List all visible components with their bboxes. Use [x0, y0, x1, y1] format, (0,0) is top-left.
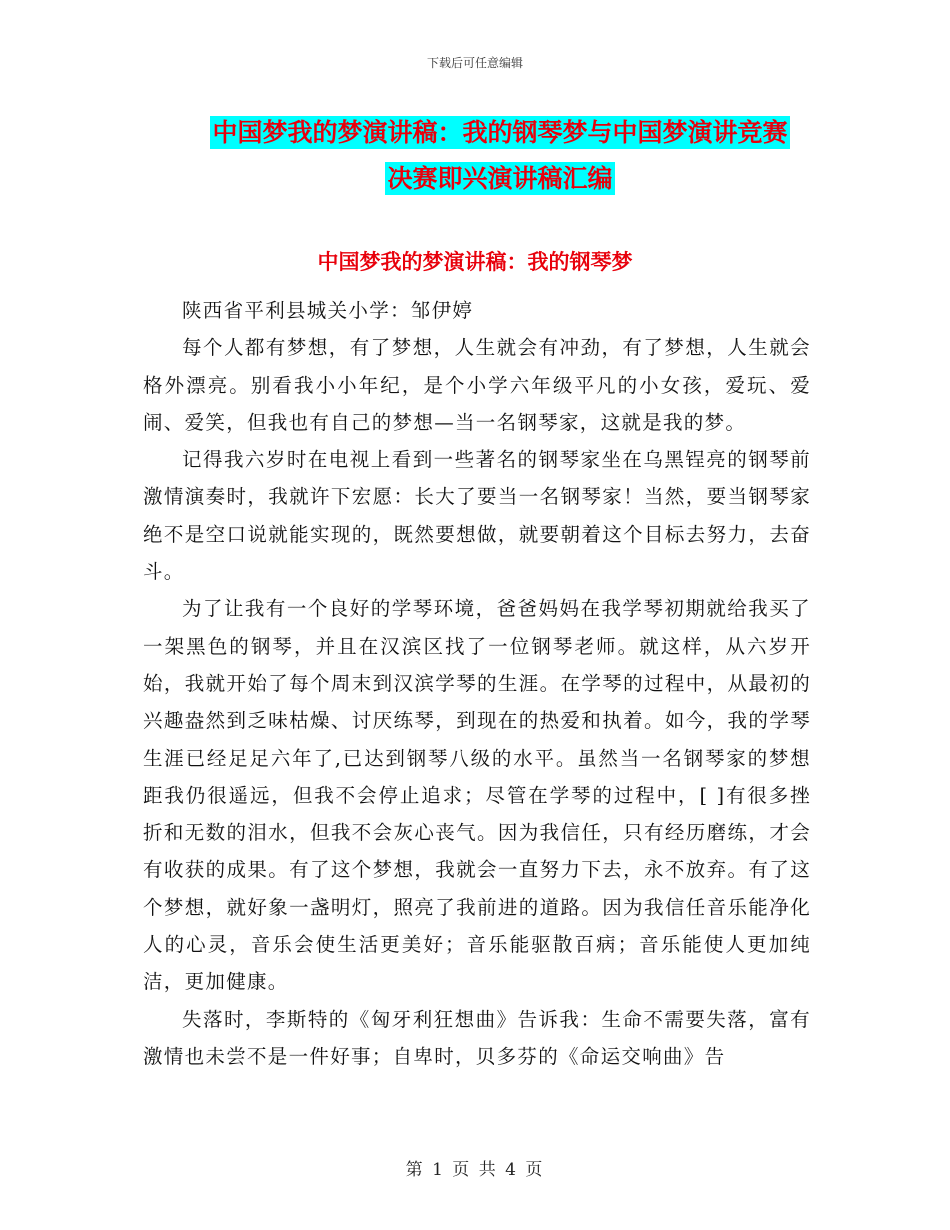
- body-text: [143, 292, 811, 1075]
- paragraph: 为了让我有一个良好的学琴环境，爸爸妈妈在我学琴初期就给我买了一架黑色的钢琴，并且在汉滨区找了一位钢琴老师。就这样，从六岁开始，我就开始了每个周末到汉滨学琴的生涯。在学琴的过程中，从最初的兴趣盎然到乏味枯燥、讨厌练琴，到现在的热爱和执着。如今，我的学琴生涯已经足足六年了,已达到钢琴八级的水平。虽然当一名钢琴家的梦想距我仍很遥远，但我不会停止追求；尽管在学琴的过程中，[ ]有很多挫折和无数的泪水，但我不会灰心丧气。因为我信任，只有经历磨练，才会有收获的成果。有了这个梦想，我就会一直努力下去，永不放弃。有了这个梦想，就好象一盏明灯，照亮了我前进的道路。因为我信任音乐能净化人的心灵，音乐会使生活更美好；音乐能驱散百病；音乐能使人更加纯洁，更加健康。: [143, 597, 811, 994]
- page-footer: 第 1 页 共 4 页: [405, 1160, 545, 1180]
- paragraph-author: 陕西省平利县城关小学：邹伊婷: [182, 299, 474, 322]
- main-title: [140, 110, 860, 202]
- header-note: 下载后可任意编辑: [426, 56, 523, 70]
- paragraph: 记得我六岁时在电视上看到一些著名的钢琴家坐在乌黑锃亮的钢琴前激情演奏时，我就许下宏愿：长大了要当一名钢琴家！当然，要当钢琴家绝不是空口说就能实现的，既然要想做，就要朝着这个目标去努力，去奋斗。: [143, 448, 811, 584]
- main-title-line1: 中国梦我的梦演讲稿：我的钢琴梦与中国梦演讲竞赛: [212, 118, 788, 147]
- main-title-line2: 决赛即兴演讲稿汇编: [387, 164, 613, 193]
- paragraph: 每个人都有梦想，有了梦想，人生就会有冲劲，有了梦想，人生就会格外漂亮。别看我小小年纪，是个小学六年级平凡的小女孩，爱玩、爱闹、爱笑，但我也有自己的梦想—当一名钢琴家，这就是我的梦。: [143, 336, 811, 434]
- sub-title: 中国梦我的梦演讲稿：我的钢琴梦: [317, 249, 633, 274]
- paragraph: 失落时，李斯特的《匈牙利狂想曲》告诉我：生命不需要失落，富有激情也未尝不是一件好事；自卑时，贝多芬的《命运交响曲》告: [143, 1007, 811, 1068]
